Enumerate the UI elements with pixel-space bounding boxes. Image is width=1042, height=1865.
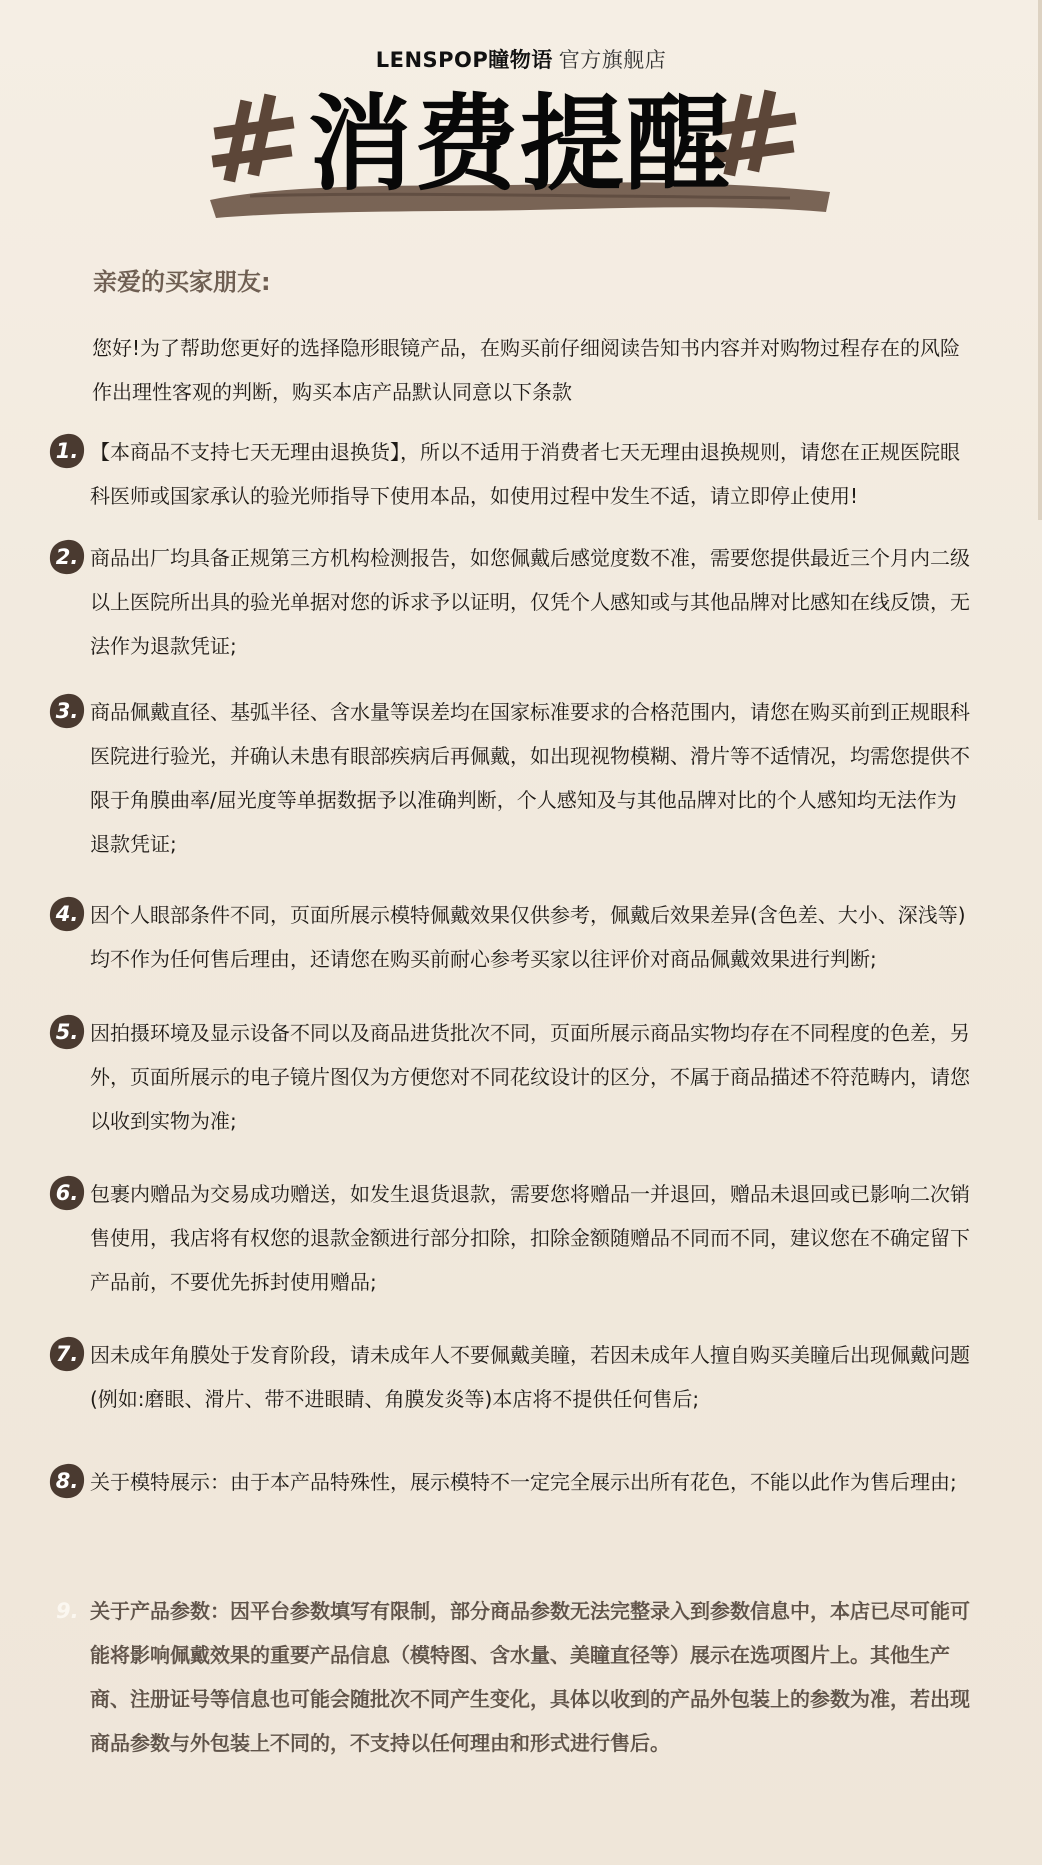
number-badge — [48, 1335, 86, 1373]
number-label: 1. — [55, 439, 79, 463]
number-label: 2. — [55, 545, 79, 569]
item-text: 关于模特展示：由于本产品特殊性，展示模特不一定完全展示出所有花色，不能以此作为售后理由; — [90, 1470, 957, 1494]
notice-item-3 — [48, 690, 976, 866]
number-badge — [48, 1013, 86, 1051]
item-text: 因拍摄环境及显示设备不同以及商品进货批次不同，页面所展示商品实物均存在不同程度的色差，另外，页面所展示的电子镜片图仅为方便您对不同花纹设计的区分，不属于商品描述不符范畴内，请您以收到实物为准; — [90, 1021, 970, 1133]
number-badge — [48, 1462, 86, 1500]
number-label: 9. — [56, 1599, 79, 1623]
item-text: 商品出厂均具备正规第三方机构检测报告，如您佩戴后感觉度数不准，需要您提供最近三个月内二级以上医院所出具的验光单据对您的诉求予以证明，仅凭个人感知或与其他品牌对比感知在线反馈，无法作为退款凭证; — [90, 546, 970, 658]
number-badge — [48, 432, 86, 470]
intro-paragraph: 您好!为了帮助您更好的选择隐形眼镜产品，在购买前仔细阅读告知书内容并对购物过程存在的风险作出理性客观的判断，购买本店产品默认同意以下条款 — [92, 336, 961, 404]
number-badge — [48, 692, 86, 730]
page-edge — [1038, 0, 1042, 520]
store-header — [0, 44, 1042, 74]
item-text: 因个人眼部条件不同，页面所展示模特佩戴效果仅供参考，佩戴后效果差异(含色差、大小、深浅等)均不作为任何售后理由，还请您在购买前耐心参考买家以往评价对商品佩戴效果进行判断; — [90, 903, 966, 971]
page-title: 消费提醒 — [307, 83, 732, 205]
notice-item-7 — [48, 1333, 976, 1421]
item-text: 因未成年角膜处于发育阶段，请未成年人不要佩戴美瞳，若因未成年人擅自购买美瞳后出现佩戴问题(例如:磨眼、滑片、带不进眼睛、角膜发炎等)本店将不提供任何售后; — [90, 1343, 970, 1411]
notice-item-2 — [48, 536, 976, 668]
notice-item-4 — [48, 893, 976, 981]
number-badge — [48, 538, 86, 576]
number-label: 6. — [55, 1181, 79, 1205]
item-text: 包裹内赠品为交易成功赠送，如发生退货退款，需要您将赠品一并退回，赠品未退回或已影响二次销售使用，我店将有权您的退款金额进行部分扣除，扣除金额随赠品不同而不同，建议您在不确定留下产品前，不要优先拆封使用赠品; — [90, 1182, 970, 1294]
number-label: 7. — [55, 1342, 79, 1366]
greeting: 亲爱的买家朋友: — [93, 268, 271, 296]
notice-item-6 — [48, 1172, 976, 1304]
number-badge — [48, 1174, 86, 1212]
notice-item-1 — [48, 430, 976, 518]
number-label: 4. — [55, 902, 79, 926]
notice-item-5 — [48, 1011, 976, 1143]
notice-item-8 — [48, 1460, 976, 1504]
number-label: 8. — [55, 1469, 79, 1493]
item-text: 【本商品不支持七天无理由退换货】，所以不适用于消费者七天无理由退换规则，请您在正规医院眼科医师或国家承认的验光师指导下使用本品，如使用过程中发生不适，请立即停止使用! — [90, 440, 960, 508]
brand-name: LENSPOP瞳物语 — [375, 48, 553, 72]
item-text: 关于产品参数：因平台参数填写有限制，部分商品参数无法完整录入到参数信息中，本店已尽可能可能将影响佩戴效果的重要产品信息（模特图、含水量、美瞳直径等）展示在选项图片上。其他生产商、注册证号等信息也可能会随批次不同产生变化，具体以收到的产品外包装上的参数为准，若出现商品参数与外包装上不同的，不支持以任何理由和形式进行售后。 — [90, 1599, 970, 1755]
number-label: 3. — [55, 699, 79, 723]
title-banner — [190, 80, 850, 230]
store-type: 官方旗舰店 — [558, 48, 667, 72]
number-badge — [48, 895, 86, 933]
number-label: 5. — [55, 1020, 79, 1044]
item-text: 商品佩戴直径、基弧半径、含水量等误差均在国家标准要求的合格范围内，请您在购买前到正规眼科医院进行验光，并确认未患有眼部疾病后再佩戴，如出现视物模糊、滑片等不适情况，均需您提供不限于角膜曲率/屈光度等单据数据予以准确判断，个人感知及与其他品牌对比的个人感知均无法作为退款凭证; — [90, 700, 970, 856]
notice-item-9 — [48, 1589, 976, 1765]
